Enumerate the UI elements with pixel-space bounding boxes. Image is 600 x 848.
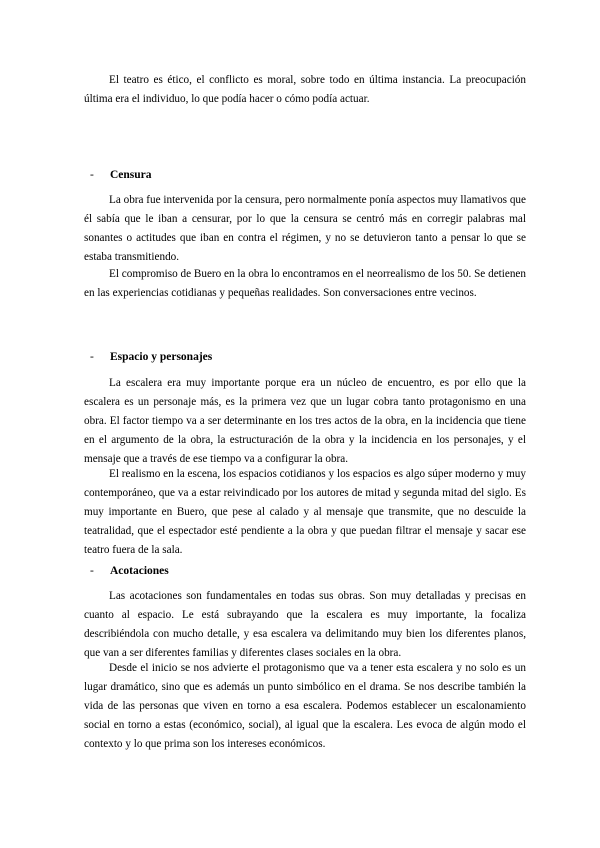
- intro-paragraph: El teatro es ético, el conflicto es moral, sobre todo en última instancia. La preocupación última era el individuo, lo que podía hacer o cómo podía actuar.: [84, 74, 526, 105]
- paragraph: La escalera era muy importante porque era un núcleo de encuentro, es por ello que la escalera es un personaje más, es la primera vez que un lugar cobra tanto protagonismo en una obra. El factor tiempo va a ser determinante en los tres actos de la obra, en la incidencia que tiene en el argumento de la obra, la estructuración de la obra y la incidencia en los personajes, y el mensaje que a través de ese tiempo va a configurar la obra.: [84, 377, 526, 465]
- section-heading-espacio: [90, 348, 212, 367]
- section-title: Censura: [110, 169, 152, 181]
- section-heading-acotaciones: [90, 562, 169, 581]
- section-title: Espacio y personajes: [110, 351, 213, 363]
- section-heading-censura: [90, 166, 152, 185]
- bullet-dash: -: [90, 169, 94, 181]
- paragraph: Desde el inicio se nos advierte el protagonismo que va a tener esta escalera y no solo es un lugar dramático, sino que es además un punto simbólico en el drama. Se nos describe también la vida de las personas que viven en torno a esa escalera. Podemos establecer un escalonamiento social en torno a estas (económico, social), al igual que la escalera. Les evoca de algún modo el contexto y lo que prima son los intereses económicos.: [84, 662, 526, 750]
- paragraph: El realismo en la escena, los espacios cotidianos y los espacios es algo súper moderno y muy contemporáneo, que va a estar reivindicado por los autores de mitad y segunda mitad del siglo. Es muy importante en Buero, que pese al calado y al mensaje que transmite, que no descuide la teatralidad, que el espectador esté pendiente a la obra y que puedan filtrar el mensaje y sacar ese teatro fuera de la sala.: [84, 468, 526, 556]
- section-title: Acotaciones: [110, 565, 169, 577]
- paragraph: Las acotaciones son fundamentales en todas sus obras. Son muy detalladas y precisas en cuanto al espacio. Le está subrayando que la escalera es muy importante, la focaliza describiéndola con mucho detalle, y esa escalera va delimitando muy bien los diferentes planos, que van a ser diferentes familias y diferentes clases sociales en la obra.: [84, 590, 526, 659]
- paragraph: El compromiso de Buero en la obra lo encontramos en el neorrealismo de los 50. Se detienen en las experiencias cotidianas y pequeñas realidades. Son conversaciones entre vecinos.: [84, 268, 526, 299]
- paragraph: La obra fue intervenida por la censura, pero normalmente ponía aspectos muy llamativos que él sabía que le iban a censurar, por lo que la censura se centró más en corregir palabras mal sonantes o actitudes que iban en contra el régimen, y no se detuvieron tanto a pensar lo que se estaba transmitiendo.: [84, 194, 526, 263]
- bullet-dash: -: [90, 565, 94, 577]
- bullet-dash: -: [90, 351, 94, 363]
